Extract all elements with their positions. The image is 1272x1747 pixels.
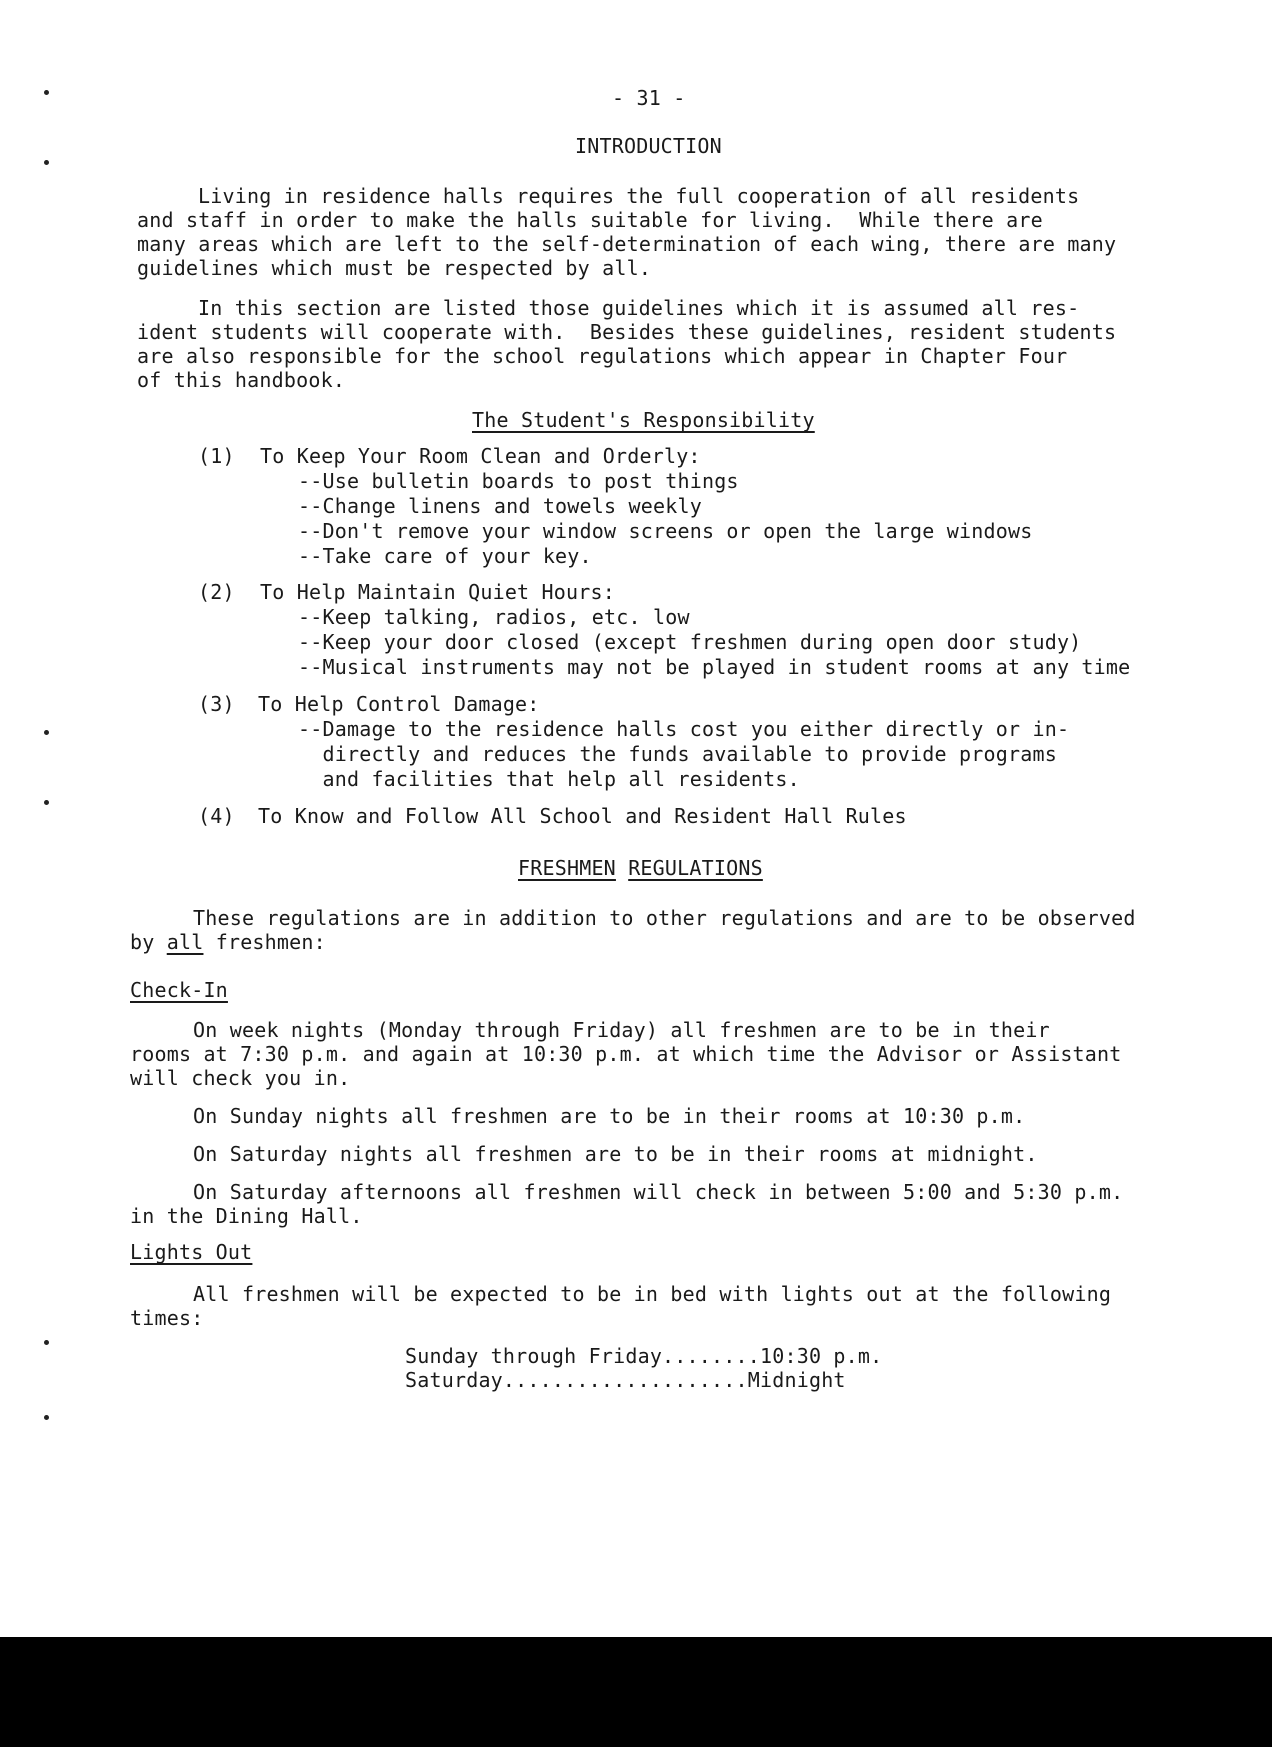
intro-paragraph-2-line: In this section are listed those guidelines which it is assumed all res- bbox=[198, 296, 1080, 320]
item-title: To Help Maintain Quiet Hours: bbox=[260, 580, 615, 604]
item-line: --Keep your door closed (except freshmen during open door study) bbox=[298, 630, 1082, 654]
intro-all: all bbox=[166, 930, 204, 954]
item-number: (4) bbox=[198, 804, 235, 828]
item-line: and facilities that help all residents. bbox=[298, 767, 800, 791]
intro-paragraph-1-line: many areas which are left to the self-determination of each wing, there are many bbox=[137, 232, 1117, 256]
item-line: --Change linens and towels weekly bbox=[298, 494, 702, 518]
checkin-heading: Check-In bbox=[130, 978, 228, 1002]
item-title: To Help Control Damage: bbox=[258, 692, 540, 716]
intro-paragraph-2-line: of this handbook. bbox=[137, 368, 346, 392]
item-line: --Damage to the residence halls cost you either directly or in- bbox=[298, 717, 1070, 741]
checkin-saturday-line: On Saturday nights all freshmen are to be in their rooms at midnight. bbox=[193, 1142, 1038, 1166]
margin-speck bbox=[44, 90, 49, 95]
scan-bottom-border bbox=[0, 1637, 1272, 1747]
item-number: (1) bbox=[198, 444, 235, 468]
checkin-sunday-line: On Sunday nights all freshmen are to be in their rooms at 10:30 p.m. bbox=[193, 1104, 1026, 1128]
freshmen-intro-line bbox=[130, 930, 326, 954]
freshmen-intro-line: These regulations are in addition to other regulations and are to be observed bbox=[193, 906, 1136, 930]
margin-speck bbox=[44, 160, 49, 165]
item-title: To Keep Your Room Clean and Orderly: bbox=[260, 444, 701, 468]
lights-out-schedule-line: Saturday....................Midnight bbox=[405, 1368, 846, 1392]
item-number: (2) bbox=[198, 580, 235, 604]
checkin-paragraph-line: will check you in. bbox=[130, 1066, 351, 1090]
lights-out-schedule-line: Sunday through Friday........10:30 p.m. bbox=[405, 1344, 883, 1368]
heading-word: REGULATIONS bbox=[628, 856, 763, 880]
item-line: directly and reduces the funds available to provide programs bbox=[298, 742, 1057, 766]
item-title: To Know and Follow All School and Resident Hall Rules bbox=[258, 804, 907, 828]
heading-word: FRESHMEN bbox=[518, 856, 616, 880]
checkin-paragraph-line: On Saturday afternoons all freshmen will check in between 5:00 and 5:30 p.m. bbox=[193, 1180, 1124, 1204]
margin-speck bbox=[44, 800, 49, 805]
item-line: --Take care of your key. bbox=[298, 544, 592, 568]
checkin-paragraph-line: in the Dining Hall. bbox=[130, 1204, 363, 1228]
introduction-title: INTRODUCTION bbox=[575, 134, 722, 158]
intro-paragraph-2-line: are also responsible for the school regulations which appear in Chapter Four bbox=[137, 344, 1068, 368]
item-line: --Keep talking, radios, etc. low bbox=[298, 605, 690, 629]
intro-paragraph-2-line: ident students will cooperate with. Besides these guidelines, resident students bbox=[137, 320, 1117, 344]
margin-speck bbox=[44, 1415, 49, 1420]
responsibility-heading: The Student's Responsibility bbox=[472, 408, 815, 432]
lights-out-paragraph-line: times: bbox=[130, 1306, 204, 1330]
margin-speck bbox=[44, 730, 49, 735]
intro-paragraph-1-line: Living in residence halls requires the full cooperation of all residents bbox=[198, 184, 1080, 208]
checkin-paragraph-line: On week nights (Monday through Friday) all freshmen are to be in their bbox=[193, 1018, 1050, 1042]
item-line: --Use bulletin boards to post things bbox=[298, 469, 739, 493]
intro-paragraph-1-line: guidelines which must be respected by all. bbox=[137, 256, 652, 280]
margin-speck bbox=[44, 1340, 49, 1345]
item-number: (3) bbox=[198, 692, 235, 716]
page-number: - 31 - bbox=[612, 86, 686, 110]
item-line: --Don't remove your window screens or open the large windows bbox=[298, 519, 1033, 543]
item-line: --Musical instruments may not be played in student rooms at any time bbox=[298, 655, 1131, 679]
lights-out-heading: Lights Out bbox=[130, 1240, 253, 1264]
lights-out-paragraph-line: All freshmen will be expected to be in bed with lights out at the following bbox=[193, 1282, 1112, 1306]
intro-paragraph-1-line: and staff in order to make the halls suitable for living. While there are bbox=[137, 208, 1043, 232]
intro-by: by bbox=[130, 930, 167, 954]
freshmen-regulations-heading bbox=[518, 856, 763, 880]
intro-rest: freshmen: bbox=[203, 930, 326, 954]
checkin-paragraph-line: rooms at 7:30 p.m. and again at 10:30 p.m. at which time the Advisor or Assistant bbox=[130, 1042, 1122, 1066]
